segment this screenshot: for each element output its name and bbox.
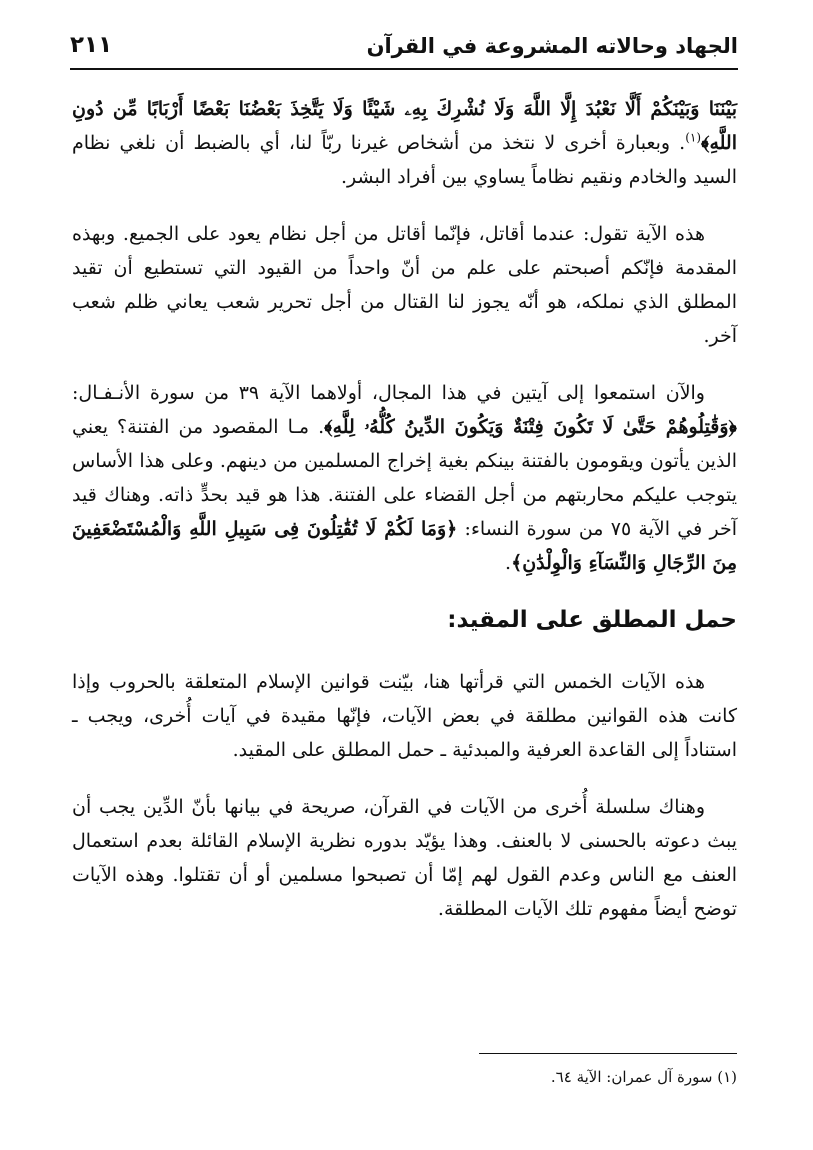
footnote-reference[interactable]: (١) xyxy=(685,130,702,145)
paragraph-text: . xyxy=(505,552,512,574)
quran-quote: بَيْنَنَا وَبَيْنَكُمْ أَلَّا نَعْبُدَ إِلَّا اللَّهَ وَلَا نُشْرِكَ بِهِۦ شَيْئًا وَلَا يَتَّخِذَ بَعْضُنَا بَعْضًا أَرْبَابًا مِّن دُونِ اللَّهِ﴾ xyxy=(72,98,737,154)
paragraph-1 xyxy=(72,92,737,194)
paragraph-5: وهناك سلسلة أُخرى من الآيات في القرآن، صريحة في بيانها بأنّ الدِّين يجب أن يبث دعوته بالحسنى لا بالعنف. وهذا يؤيّد بدوره نظرية الإسلام القائلة بعدم استعمال العنف مع الناس وعدم القول لهم إمّا أن تصبحوا مسلمين أو أن تقتلوا. وهذه الآيات توضح أيضاً مفهوم تلك الآيات المطلقة. xyxy=(72,796,737,920)
quran-quote: ﴿وَقَٰتِلُوهُمْ حَتَّىٰ لَا تَكُونَ فِتْنَةٌ وَيَكُونَ الدِّينُ كُلُّهُۥ لِلَّهِ﴾ xyxy=(324,416,737,438)
page-header xyxy=(70,28,738,70)
footnote xyxy=(551,1066,737,1088)
section-heading: حمل المطلق على المقيد: xyxy=(447,607,737,633)
footnote-text: سورة آل عمران: الآية ٦٤. xyxy=(550,1068,713,1086)
paragraph-2: هذه الآية تقول: عندما أقاتل، فإنّما أقاتل من أجل نظام يعود على الجميع. وبهذه المقدمة فإنّكم أصبحتم على علم من أنّ واحداً من القيود التي تستطيع أن تقيد المطلق الذي نملكه، هو أنّه يجوز لنا القتال من أجل تحرير شعب يعاني ظلم شعب آخر. xyxy=(72,223,737,347)
page-body xyxy=(72,92,737,949)
paragraph-text: . مـا المقصود من الفتنة؟ يعني الذين يأتون ويقومون بالفتنة بينكم بغية إخراج المسلمين من دينهم. وعلى هذا الأساس يتوجب عليكم محاربتهم من أجل القضاء على الفتنة. هذا هو قيد بحدٍّ ذاته. وهناك قيد آخر في الآية ٧٥ من سورة النساء: xyxy=(72,416,737,540)
quran-quote: ﴿وَمَا لَكُمْ لَا تُقَٰتِلُونَ فِى سَبِيلِ اللَّهِ وَالْمُسْتَضْعَفِينَ مِنَ الرِّجَالِ وَالنِّسَآءِ وَالْوِلْدَٰنِ﴾ xyxy=(72,518,737,574)
running-title: الجهاد وحالاته المشروعة في القرآن xyxy=(366,34,738,58)
footnote-marker: (١) xyxy=(717,1068,737,1086)
page-number: ٢١١ xyxy=(70,32,113,58)
paragraph-4: هذه الآيات الخمس التي قرأتها هنا، بيّنت قوانين الإسلام المتعلقة بالحروب وإذا كانت هذه القوانين مطلقة في بعض الآيات، فإنّها مقيدة في آيات أُخرى، ويجب ـ استناداً إلى القاعدة العرفية والمبدئية ـ حمل المطلق على المقيد. xyxy=(72,671,737,761)
paragraph-text: . وبعبارة أخرى لا نتخذ من أشخاص غيرنا ربّاً لنا، أي بالضبط أن نلغي نظام السيد والخادم ونقيم نظاماً يساوي بين أفراد البشر. xyxy=(72,132,737,188)
footnote-divider xyxy=(479,1053,737,1054)
paragraph-3 xyxy=(72,376,737,580)
paragraph-text: والآن استمعوا إلى آيتين في هذا المجال، أولاهما الآية ٣٩ من سورة الأنـفـال: xyxy=(72,382,705,404)
